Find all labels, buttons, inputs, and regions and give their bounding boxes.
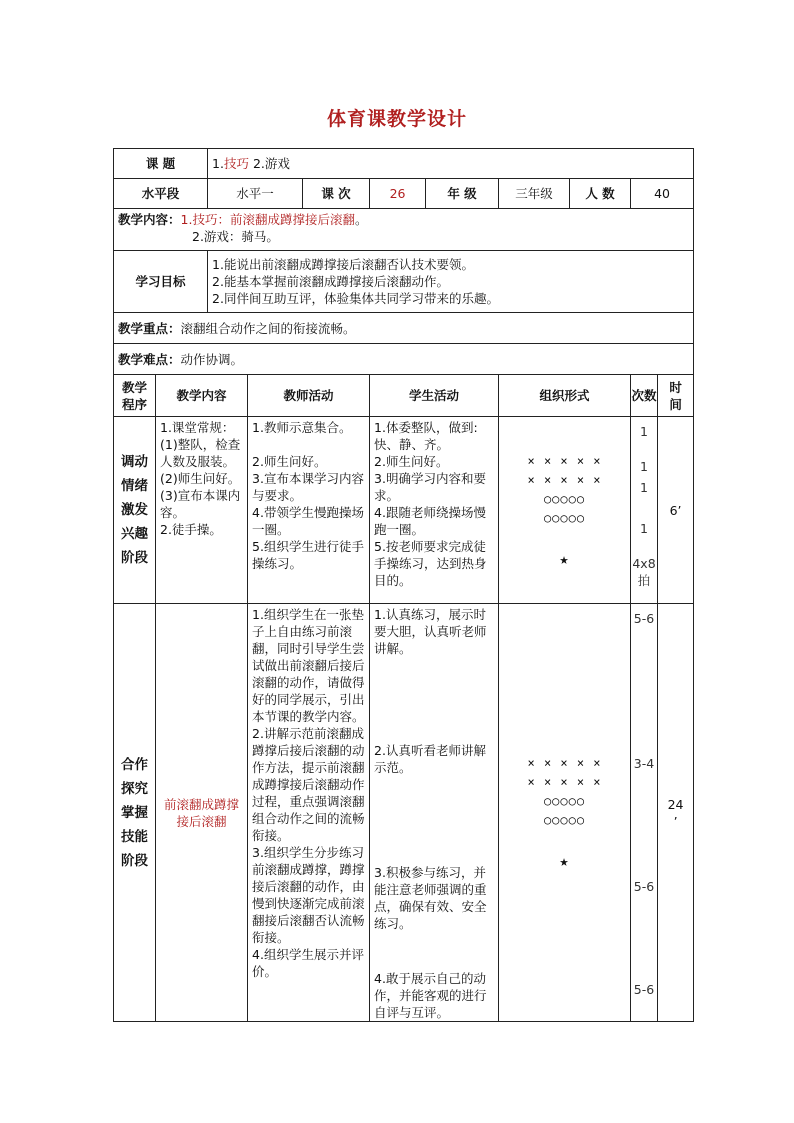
topic-label: 课 题: [114, 149, 208, 179]
stage1-formation: [499, 417, 631, 604]
count-value: 4x8: [632, 556, 656, 571]
formation-row: ○○○○○: [543, 794, 586, 808]
goal-item: 1.能说出前滚翻成蹲撑接后滚翻否认技术要领。: [212, 257, 474, 272]
stage1-content: 1.课堂常规： (1)整队，检查人数及服装。 (2)师生问好。 (3)宣布本课内容。 2.徒手操。: [156, 417, 248, 604]
goals-list: [208, 251, 694, 313]
content-line1-end: 。: [354, 212, 368, 227]
stage1-name: 调动 情绪 激发 兴趣 阶段: [114, 417, 156, 604]
teacher-star-icon: ★: [559, 852, 570, 870]
count-value: 1: [640, 424, 648, 439]
topic-value: [208, 149, 694, 179]
difficulty-text: 动作协调。: [180, 351, 244, 367]
teacher-star-icon: ★: [559, 549, 570, 568]
formation-row: ○○○○○: [543, 813, 586, 827]
stage2-student-1: 1.认真练习，展示时要大胆，认真听老师讲解。: [374, 607, 487, 656]
formation-row: ○○○○○: [543, 491, 586, 506]
count-value: 1: [640, 480, 648, 495]
formation-row: × × × × ×: [527, 756, 602, 770]
col-student: 学生活动: [370, 375, 499, 417]
stage1-time: 6’: [658, 417, 694, 604]
lesson-label: 课 次: [303, 179, 370, 209]
level-value: 水平一: [208, 179, 303, 209]
stage2-content: 前滚翻成蹲撑接后滚翻: [156, 604, 248, 1022]
goals-row: [114, 251, 694, 313]
stage2-teacher: 1.组织学生在一张垫子上自由练习前滚翻，同时引导学生尝试做出前滚翻后接后滚翻的动作，请做得好的同学展示，引出本节课的教学内容。 2.讲解示范前滚翻成蹲撑后接后滚翻的动作方法，提示前滚翻成蹲撑接后滚翻动作过程，重点强调滚翻组合动作之间的流畅衔接。 3.组织学生分步练习前滚翻成蹲撑，蹲撑接后滚翻的动作，由慢到快逐渐完成前滚翻接后滚翻否认流畅衔接。 4.组织学生展示并评价。: [248, 604, 370, 1022]
col-teacher: 教师活动: [248, 375, 370, 417]
topic-prefix: 1.: [212, 156, 224, 171]
formation-row: × × × × ×: [527, 453, 602, 468]
document-title: 体育课教学设计: [326, 108, 467, 130]
col-procedure: 教学 程序: [114, 375, 156, 417]
difficulty-row: [114, 344, 694, 375]
topic-rest: 2.游戏: [252, 156, 290, 171]
content-line2: 2.游戏：骑马。: [192, 229, 279, 244]
meta-row: [114, 179, 694, 209]
stage2-row: [114, 604, 694, 1022]
col-time: 时 间: [658, 375, 694, 417]
formation-row: × × × × ×: [527, 775, 602, 789]
key-point-text: 滚翻组合动作之间的衔接流畅。: [180, 320, 356, 336]
people-label: 人 数: [570, 179, 631, 209]
topic-red: 技巧: [223, 156, 249, 171]
people-value: 40: [631, 179, 694, 209]
count-value: 1: [640, 459, 648, 474]
stage2-student-4: 4.敢于展示自己的动作，并能客观的进行自评与互评。: [374, 971, 487, 1020]
stage1-teacher: 1.教师示意集合。 2.师生问好。 3.宣布本课学习内容与要求。 4.带领学生慢跑操场一圈。 5.组织学生进行徒手操练习。: [248, 417, 370, 604]
stage1-counts: [631, 417, 658, 604]
goal-item: 2.同伴间互助互评，体验集体共同学习带来的乐趣。: [212, 291, 499, 306]
grade-value: 三年级: [499, 179, 570, 209]
stage2-student: [370, 604, 499, 1022]
goal-item: 2.能基本掌握前滚翻成蹲撑接后滚翻动作。: [212, 274, 449, 289]
teaching-content: [114, 209, 694, 251]
stage1-row: [114, 417, 694, 604]
level-label: 水平段: [114, 179, 208, 209]
grade-label: 年 级: [426, 179, 499, 209]
col-organization: 组织形式: [499, 375, 631, 417]
stage2-student-2: 2.认真听看老师讲解示范。: [374, 743, 486, 775]
count-value: 5-6: [633, 879, 655, 894]
key-point-label: 教学重点：: [118, 320, 181, 336]
stage2-counts: [631, 604, 658, 1022]
difficulty-label: 教学难点：: [118, 351, 181, 367]
content-line1-prefix: 1.: [180, 212, 193, 227]
count-value: 拍: [637, 573, 651, 588]
content-label: 教学内容：: [118, 212, 181, 227]
count-value: 5-6: [633, 982, 655, 997]
stage2-name: 合作 探究 掌握 技能 阶段: [114, 604, 156, 1022]
content-line1-red: 技巧：前滚翻成蹲撑接后滚翻: [192, 212, 355, 227]
count-value: 1: [640, 521, 648, 536]
lesson-plan-table: [113, 148, 694, 1022]
key-point: [114, 313, 694, 344]
content-row: [114, 209, 694, 251]
col-content: 教学内容: [156, 375, 248, 417]
col-count: 次数: [631, 375, 658, 417]
lesson-value: 26: [370, 179, 426, 209]
key-point-row: [114, 313, 694, 344]
count-value: 3-4: [633, 756, 655, 771]
column-header-row: [114, 375, 694, 417]
count-value: 5-6: [633, 611, 655, 626]
goals-label: 学习目标: [114, 251, 208, 313]
stage2-time: 24 ’: [658, 604, 694, 1022]
stage2-formation: [499, 604, 631, 1022]
difficulty: [114, 344, 694, 375]
stage2-student-3: 3.积极参与练习，并能注意老师强调的重点，确保有效、安全练习。: [374, 865, 487, 931]
topic-row: [114, 149, 694, 179]
stage1-student: 1.体委整队，做到:快、静、齐。 2.师生问好。 3.明确学习内容和要求。 4.跟随老师绕操场慢跑一圈。 5.按老师要求完成徒手操练习，达到热身目的。: [370, 417, 499, 604]
formation-row: ○○○○○: [543, 510, 586, 525]
formation-row: × × × × ×: [527, 472, 602, 487]
